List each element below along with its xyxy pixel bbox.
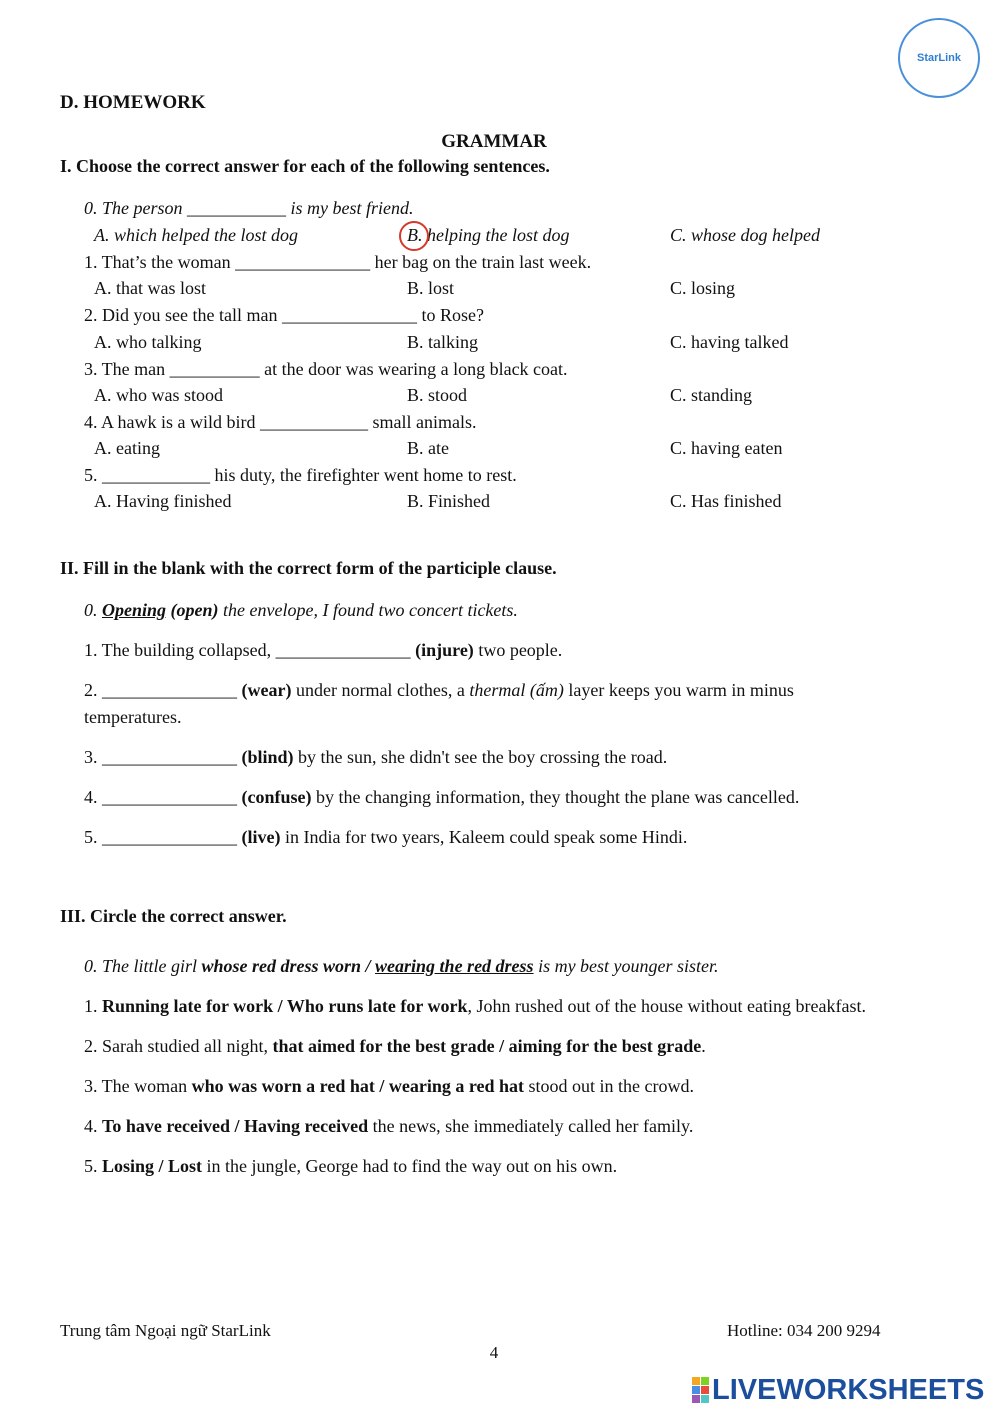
s3-example-rest: is my best younger sister. — [538, 956, 719, 976]
s2-q1 — [84, 640, 562, 661]
s1-q3-option-a[interactable]: A. who was stood — [94, 385, 223, 405]
s1-q3-option-b[interactable]: B. stood — [407, 385, 468, 405]
s3-q3 — [84, 1076, 694, 1097]
grammar-title: GRAMMAR — [441, 131, 547, 152]
s2-q1-rest: two people. — [478, 640, 563, 660]
answer-circle-mark — [399, 221, 429, 251]
s1-q5-option-a[interactable]: A. Having finished — [94, 491, 232, 511]
s2-q5-blank[interactable]: 5. _______________ — [84, 827, 237, 847]
s3-q1-num: 1. — [84, 996, 98, 1016]
s1-example-stem: 0. The person ___________ is my best friend. — [84, 198, 414, 218]
s1-q2-option-b[interactable]: B. talking — [407, 332, 478, 352]
s3-example-pre: 0. The little girl — [84, 956, 198, 976]
s1-q3-option-c[interactable]: C. standing — [670, 385, 753, 405]
s3-q5-rest: in the jungle, George had to find the way out on his own. — [206, 1156, 618, 1176]
footer-center-name: Trung tâm Ngoại ngữ StarLink — [60, 1321, 271, 1340]
s1-q2-option-a[interactable]: A. who talking — [94, 332, 202, 352]
s2-example — [84, 600, 518, 621]
s2-q2-mid: under normal clothes, a — [295, 680, 465, 700]
s2-q2 — [84, 680, 794, 701]
s2-q4 — [84, 787, 799, 808]
section3-title: III. Circle the correct answer. — [60, 906, 287, 926]
s3-q3-options[interactable]: who was worn a red hat / wearing a red hat — [191, 1076, 524, 1096]
s2-example-rest: the envelope, I found two concert tickets. — [223, 600, 518, 620]
s1-q4-stem: 4. A hawk is a wild bird ____________ small animals. — [84, 412, 477, 432]
page-number: 4 — [489, 1343, 499, 1362]
s3-q5 — [84, 1156, 617, 1177]
s3-q3-pre: 3. The woman — [84, 1076, 188, 1096]
s1-q1-stem: 1. That’s the woman _______________ her bag on the train last week. — [84, 252, 592, 272]
s3-q3-rest: stood out in the crowd. — [528, 1076, 694, 1096]
s3-q1 — [84, 996, 866, 1017]
s1-q1-option-b[interactable]: B. lost — [407, 278, 455, 298]
s3-q1-rest: , John rushed out of the house without eating breakfast. — [467, 996, 866, 1016]
s3-q1-options[interactable]: Running late for work / Who runs late for work — [102, 996, 468, 1016]
s2-q3-blank[interactable]: 3. _______________ — [84, 747, 237, 767]
s3-q2-options[interactable]: that aimed for the best grade / aiming for the best grade — [272, 1036, 702, 1056]
s1-example-option-b: B. helping the lost dog — [407, 225, 570, 245]
s2-q3-verb: (blind) — [241, 747, 294, 767]
s1-q3-stem: 3. The man __________ at the door was wearing a long black coat. — [84, 359, 568, 379]
s1-q4-option-a[interactable]: A. eating — [94, 438, 160, 458]
s3-q2-pre: 2. Sarah studied all night, — [84, 1036, 268, 1056]
logo-text: StarLink — [916, 52, 961, 64]
s2-q5-verb: (live) — [241, 827, 281, 847]
s3-q4-options[interactable]: To have received / Having received — [102, 1116, 369, 1136]
liveworksheets-watermark — [692, 1373, 985, 1406]
s1-q4-option-b[interactable]: B. ate — [407, 438, 449, 458]
s3-example-opt2: wearing the red dress — [375, 956, 534, 976]
s2-q2-term: thermal (ấm) — [469, 680, 564, 700]
s2-q2-blank[interactable]: 2. _______________ — [84, 680, 237, 700]
s2-q5-rest: in India for two years, Kaleem could speak some Hindi. — [284, 827, 688, 847]
section2-title: II. Fill in the blank with the correct form of the participle clause. — [60, 558, 557, 578]
homework-heading: D. HOMEWORK — [60, 92, 206, 113]
s2-q5 — [84, 827, 687, 848]
s1-example-option-a: A. which helped the lost dog — [94, 225, 298, 245]
s2-q2-verb: (wear) — [241, 680, 292, 700]
s2-example-num: 0. — [84, 600, 98, 620]
s2-q4-rest: by the changing information, they thought the plane was cancelled. — [316, 787, 800, 807]
s1-q1-option-c[interactable]: C. losing — [670, 278, 736, 298]
section1-title: I. Choose the correct answer for each of the following sentences. — [60, 156, 550, 176]
s2-q1-blank[interactable]: 1. The building collapsed, _______________ — [84, 640, 411, 660]
s2-q3 — [84, 747, 667, 768]
s3-q5-num: 5. — [84, 1156, 98, 1176]
s2-example-verb: (open) — [170, 600, 219, 620]
s1-q2-stem: 2. Did you see the tall man _______________ to Rose? — [84, 305, 484, 325]
s3-example — [84, 956, 719, 977]
s3-example-opt1: whose red dress worn / — [201, 956, 371, 976]
s3-q4 — [84, 1116, 693, 1137]
s3-q2-rest: . — [701, 1036, 706, 1056]
starlink-logo — [898, 18, 980, 98]
s3-q5-options[interactable]: Losing / Lost — [102, 1156, 203, 1176]
s3-q2 — [84, 1036, 706, 1057]
s3-q4-rest: the news, she immediately called her family. — [372, 1116, 694, 1136]
s1-q5-option-c[interactable]: C. Has finished — [670, 491, 782, 511]
s1-q2-option-c[interactable]: C. having talked — [670, 332, 789, 352]
s1-q1-option-a[interactable]: A. that was lost — [94, 278, 206, 298]
s1-q5-stem: 5. ____________ his duty, the firefighter went home to rest. — [84, 465, 517, 485]
s2-q1-verb: (injure) — [415, 640, 474, 660]
s2-q2-continuation: temperatures. — [84, 707, 182, 727]
s2-q3-rest: by the sun, she didn't see the boy crossing the road. — [298, 747, 668, 767]
s1-example-option-c: C. whose dog helped — [670, 225, 820, 245]
s1-q5-option-b[interactable]: B. Finished — [407, 491, 491, 511]
s2-example-answer: Opening — [102, 600, 167, 620]
footer-hotline: Hotline: 034 200 9294 — [727, 1321, 881, 1340]
s1-q4-option-c[interactable]: C. having eaten — [670, 438, 783, 458]
s2-q4-blank[interactable]: 4. _______________ — [84, 787, 237, 807]
liveworksheets-text: LIVEWORKSHEETS — [712, 1373, 985, 1406]
s2-q2-rest: layer keeps you warm in minus — [568, 680, 794, 700]
s3-q4-num: 4. — [84, 1116, 98, 1136]
liveworksheets-logo-icon — [692, 1377, 708, 1403]
s2-q4-verb: (confuse) — [241, 787, 312, 807]
